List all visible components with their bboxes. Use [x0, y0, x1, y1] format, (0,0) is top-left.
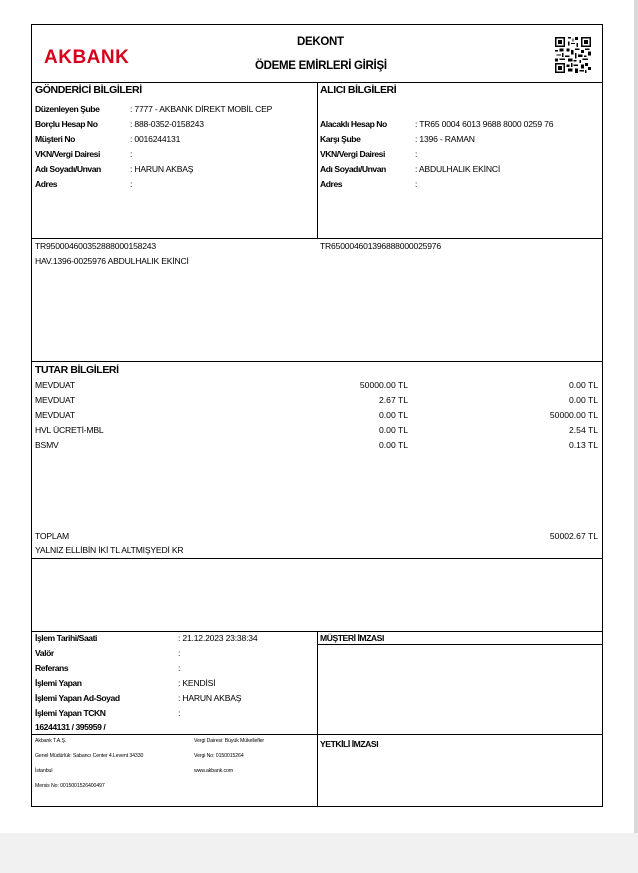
receiver-value: : ABDULHALIK EKİNCİ: [415, 164, 501, 174]
receiver-heading: ALICI BİLGİLERİ: [320, 84, 397, 96]
footer-website: www.akbank.com: [194, 768, 233, 774]
transaction-label: İşlemi Yapan TCKN: [35, 708, 106, 718]
amount-credit: 50000.00 TL: [549, 410, 598, 420]
transaction-value: : KENDİSİ: [178, 678, 216, 688]
receiver-label: Alacaklı Hesap No: [320, 119, 387, 129]
footer-tax-office: Vergi Dairesi: Büyük Mükellefler: [194, 738, 265, 744]
amount-credit: 0.00 TL: [569, 395, 598, 405]
receiver-value: : 1396 - RAMAN: [415, 134, 475, 144]
document-subtitle: ÖDEME EMİRLERİ GİRİŞİ: [255, 60, 387, 72]
receiver-iban: TR650004601396888000025976: [320, 241, 441, 251]
sender-label: Adı Soyadı/Unvan: [35, 164, 101, 174]
window-edge-right: [634, 0, 638, 873]
footer-address: Genel Müdürlük: Sabancı Center 4.Levent 34330: [35, 753, 144, 759]
divider-signature-header: [317, 644, 602, 645]
amount-in-words: YALNIZ ELLİBİN İKİ TL ALTMIŞYEDİ KR: [35, 545, 184, 555]
reference-line: 16244131 / 395959 /: [35, 722, 106, 732]
amount-credit: 0.00 TL: [569, 380, 598, 390]
divider-parties: [317, 82, 318, 238]
sender-value: : HARUN AKBAŞ: [130, 164, 194, 174]
sender-value: :: [130, 149, 133, 159]
sender-value: : 7777 - AKBANK DİREKT MOBİL CEP: [130, 104, 273, 114]
sender-label: VKN/Vergi Dairesi: [35, 149, 100, 159]
receiver-value: :: [415, 179, 418, 189]
receiver-label: VKN/Vergi Dairesi: [320, 149, 385, 159]
sender-heading: GÖNDERİCİ BİLGİLERİ: [35, 84, 142, 96]
receiver-label: Adı Soyadı/Unvan: [320, 164, 386, 174]
receiver-label: Karşı Şube: [320, 134, 361, 144]
transaction-value: :: [178, 708, 181, 718]
receipt-document: [31, 24, 603, 807]
sender-value: : 0016244131: [130, 134, 181, 144]
transaction-value: :: [178, 648, 181, 658]
amount-label: HVL ÜCRETİ-MBL: [35, 425, 104, 435]
transaction-value: : 21.12.2023 23:38:34: [178, 633, 258, 643]
footer-tax-number: Vergi No: 0150015264: [194, 753, 244, 759]
amount-debit: 50000.00 TL: [359, 380, 408, 390]
divider-parties-bottom: [32, 238, 602, 239]
receiver-value: : TR65 0004 6013 9688 8000 0259 76: [415, 119, 554, 129]
amount-debit: 2.67 TL: [379, 395, 408, 405]
page-bottom-margin: [0, 833, 638, 873]
sender-value: : 888-0352-0158243: [130, 119, 204, 129]
sender-value: :: [130, 179, 133, 189]
transaction-label: Valör: [35, 648, 54, 658]
authorized-signature-label: YETKİLİ İMZASI: [320, 739, 379, 749]
transaction-value: : HARUN AKBAŞ: [178, 693, 242, 703]
amount-credit: 0.13 TL: [569, 440, 598, 450]
sender-label: Müşteri No: [35, 134, 75, 144]
sender-label: Adres: [35, 179, 58, 189]
document-title: DEKONT: [297, 36, 344, 48]
footer-mersis: Mersis No: 0015001526400497: [35, 783, 105, 789]
footer-city: İstanbul: [35, 768, 53, 774]
transfer-description: HAV.1396-0025976 ABDULHALIK EKİNCİ: [35, 256, 189, 266]
divider-iban-bottom: [32, 361, 602, 362]
sender-label: Borçlu Hesap No: [35, 119, 98, 129]
amount-label: MEVDUAT: [35, 395, 75, 405]
amounts-heading: TUTAR BİLGİLERİ: [35, 364, 119, 376]
divider-amounts-bottom: [32, 558, 602, 559]
transaction-label: İşlem Tarihi/Saati: [35, 633, 97, 643]
customer-signature-label: MÜŞTERİ İMZASI: [320, 633, 384, 643]
total-value: 50002.67 TL: [549, 531, 598, 541]
amount-label: BSMV: [35, 440, 59, 450]
sender-label: Düzenleyen Şube: [35, 104, 100, 114]
divider-transaction: [317, 631, 318, 807]
transaction-label: İşlemi Yapan: [35, 678, 82, 688]
receiver-label: Adres: [320, 179, 343, 189]
amount-label: MEVDUAT: [35, 410, 75, 420]
amount-debit: 0.00 TL: [379, 410, 408, 420]
sender-iban: TR950004600352888000158243: [35, 241, 156, 251]
divider-footer: [32, 734, 602, 735]
qr-code-icon: [555, 37, 591, 73]
amount-debit: 0.00 TL: [379, 425, 408, 435]
amount-debit: 0.00 TL: [379, 440, 408, 450]
footer-company: Akbank T.A.Ş.: [35, 738, 67, 744]
transaction-label: Referans: [35, 663, 69, 673]
akbank-logo: AKBANK: [44, 47, 130, 68]
transaction-value: :: [178, 663, 181, 673]
total-label: TOPLAM: [35, 531, 69, 541]
transaction-label: İşlemi Yapan Ad-Soyad: [35, 693, 120, 703]
amount-label: MEVDUAT: [35, 380, 75, 390]
receiver-value: :: [415, 149, 418, 159]
amount-credit: 2.54 TL: [569, 425, 598, 435]
